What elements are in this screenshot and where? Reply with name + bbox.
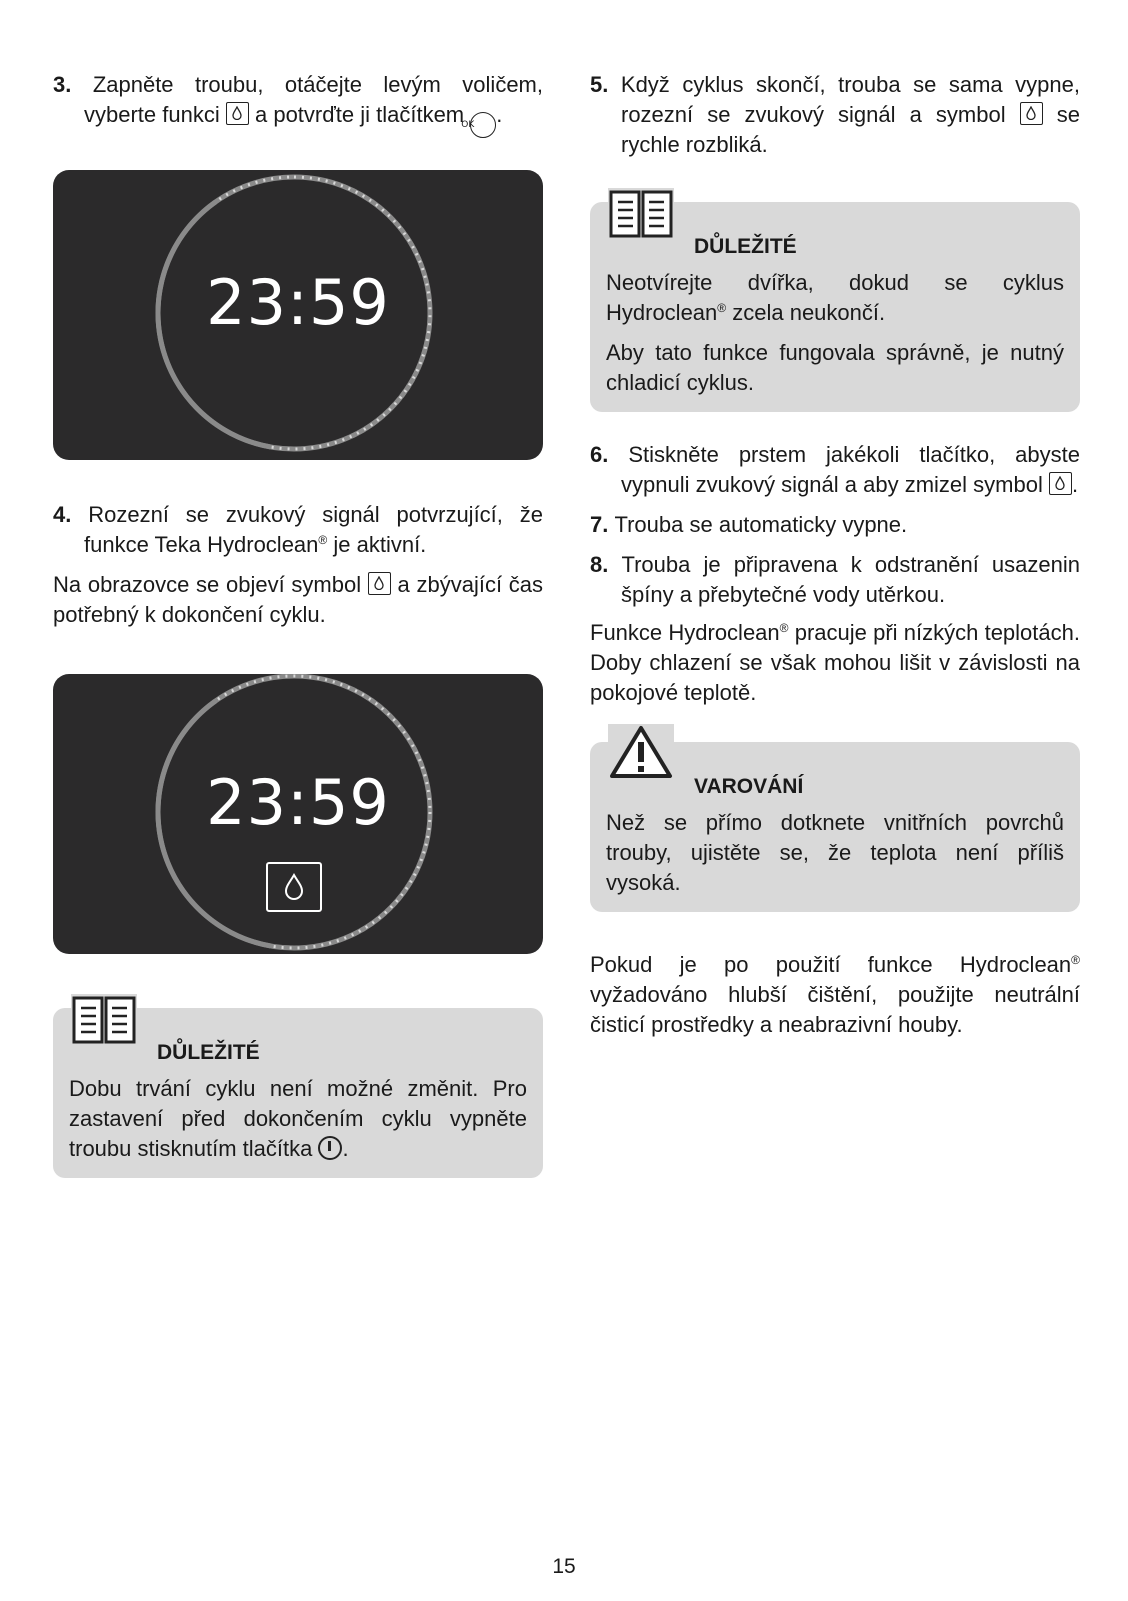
step-text: Trouba je připravena k odstranění usazenin špíny a přebytečné vody utěrkou. <box>621 552 1080 607</box>
important-note <box>53 1008 543 1178</box>
power-icon <box>318 1136 342 1160</box>
punctuation: . <box>496 102 503 127</box>
step-6 <box>590 440 1080 500</box>
step-number: 8. <box>590 552 609 577</box>
water-drop-icon <box>1049 472 1072 495</box>
punctuation: . <box>342 1136 349 1161</box>
open-book-icon <box>608 188 674 240</box>
paragraph-text: Na obrazovce se objeví symbol <box>53 572 362 597</box>
important-note <box>590 202 1080 412</box>
note-body: Dobu trvání cyklu není možné změnit. Pro zastavení před dokončením cyklu vypněte troubu stisknutím tlačítka <box>69 1076 527 1161</box>
step-number: 3. <box>53 72 72 97</box>
oven-display-screen <box>53 170 543 460</box>
note-body: zcela neukončí. <box>726 300 886 325</box>
note-title: VAROVÁNÍ <box>694 775 804 798</box>
left-column <box>53 70 543 1178</box>
step-text: Když cyklus skončí, trouba se sama vypne, rozezní se zvukový signál a symbol <box>620 72 1080 127</box>
ok-button-icon: OK <box>470 112 496 138</box>
step-number: 4. <box>53 502 72 527</box>
step-number: 7. <box>590 512 609 537</box>
step-8 <box>590 550 1080 610</box>
paragraph-cleaning <box>590 950 1080 1040</box>
water-drop-icon <box>226 102 249 125</box>
punctuation: . <box>1071 472 1079 497</box>
paragraph-text: Pokud je po použití funkce Hydroclean <box>590 952 1072 977</box>
step-5 <box>590 70 1080 160</box>
time-display: 23:59 <box>206 266 390 339</box>
paragraph-text: a zbývající čas potřebný k dokončení cyklu. <box>53 572 544 627</box>
step-text: Stiskněte prstem jakékoli tlačítko, abyste vypnuli zvukový signál a aby zmizel symbol <box>621 442 1080 497</box>
step-text: Zapněte troubu, otáčejte levým voličem, vyberte funkci <box>84 72 543 127</box>
step-text: Trouba se automaticky vypne. <box>614 512 908 537</box>
paragraph-text: vyžadováno hlubší čištění, použijte neutrální čisticí prostředky a neabrazivní houby. <box>590 982 1080 1037</box>
step-7 <box>590 510 1080 540</box>
right-column <box>590 70 1080 1040</box>
registered-mark: ® <box>717 301 727 315</box>
paragraph-symbol <box>53 570 543 630</box>
registered-mark: ® <box>318 533 328 547</box>
registered-mark: ® <box>1071 953 1080 967</box>
note-title: DŮLEŽITÉ <box>694 235 797 258</box>
note-text: Než se přímo dotknete vnitřních povrchů trouby, ujistěte se, že teplota není příliš vysoká. <box>606 810 1064 895</box>
note-text <box>69 1074 527 1164</box>
note-text: Aby tato funkce fungovala správně, je nutný chladicí cyklus. <box>606 340 1064 395</box>
warning-triangle-icon <box>608 724 674 780</box>
step-text: je aktivní. <box>327 532 427 557</box>
step-number: 6. <box>590 442 609 467</box>
water-drop-icon <box>266 862 322 912</box>
warning-note <box>590 742 1080 912</box>
note-title: DŮLEŽITÉ <box>157 1041 260 1064</box>
open-book-icon <box>71 994 137 1046</box>
step-4 <box>53 500 543 560</box>
step-number: 5. <box>590 72 609 97</box>
step-text: Rozezní se zvukový signál potvrzující, že funkce Teka Hydroclean <box>84 502 543 557</box>
paragraph-text: Funkce Hydroclean <box>590 620 780 645</box>
step-text: se rychle rozbliká. <box>621 102 1080 157</box>
registered-mark: ® <box>779 621 789 635</box>
time-display: 23:59 <box>206 766 390 839</box>
step-3 <box>53 70 543 138</box>
page-number: 15 <box>552 1555 576 1578</box>
paragraph-cooling <box>590 618 1080 708</box>
note-body: Neotvírejte dvířka, dokud se cyklus Hydroclean <box>606 270 1064 325</box>
oven-display-screen-with-symbol <box>53 674 543 954</box>
water-drop-icon <box>368 572 391 595</box>
note-text <box>606 268 1064 328</box>
water-drop-icon <box>1020 102 1043 125</box>
step-text: a potvrďte ji tlačítkem <box>254 102 465 127</box>
paragraph-text: pracuje při nízkých teplotách. Doby chlazení se však mohou lišit v závislosti na pokojové teplotě. <box>590 620 1080 705</box>
